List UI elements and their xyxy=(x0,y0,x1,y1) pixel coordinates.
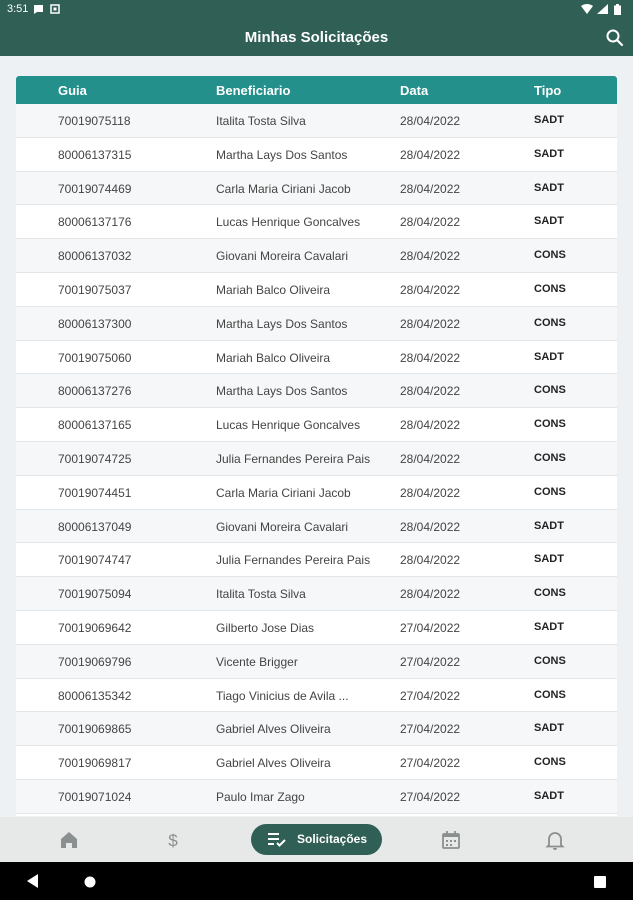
table-row[interactable] xyxy=(16,104,617,138)
cell-tipo: CONS xyxy=(534,316,566,329)
cell-tipo: SADT xyxy=(534,350,564,363)
cell-tipo: SADT xyxy=(534,722,564,735)
cell-tipo: SADT xyxy=(534,181,564,194)
table-body xyxy=(16,104,617,814)
cell-beneficiario: Julia Fernandes Pereira Pais xyxy=(216,451,371,466)
header-beneficiario: Beneficiario xyxy=(216,83,291,98)
requests-table xyxy=(16,76,617,816)
recents-icon[interactable] xyxy=(594,875,606,893)
cell-data: 28/04/2022 xyxy=(400,553,461,568)
table-row[interactable] xyxy=(16,307,617,341)
table-row[interactable] xyxy=(16,476,617,510)
cell-tipo: CONS xyxy=(534,756,566,769)
requests-icon xyxy=(267,831,287,849)
cell-data: 28/04/2022 xyxy=(400,114,461,128)
nav-requests-label: Solicitações xyxy=(297,832,368,846)
cell-data: 28/04/2022 xyxy=(400,485,461,500)
cell-beneficiario: Italita Tosta Silva xyxy=(216,587,306,602)
cell-data: 28/04/2022 xyxy=(400,519,461,534)
battery-icon xyxy=(614,4,621,18)
cell-tipo: CONS xyxy=(534,654,566,667)
cell-beneficiario: Gabriel Alves Oliveira xyxy=(216,756,331,771)
svg-text:$: $ xyxy=(168,831,178,850)
table-row[interactable] xyxy=(16,543,617,577)
cell-data: 28/04/2022 xyxy=(400,350,461,365)
cell-guia: 70019075060 xyxy=(58,350,132,365)
table-row[interactable] xyxy=(16,442,617,476)
status-time: 3:51 xyxy=(7,3,29,15)
cell-guia: 80006137032 xyxy=(58,249,132,264)
cell-beneficiario: Mariah Balco Oliveira xyxy=(216,282,331,297)
cell-beneficiario: Gilberto Jose Dias xyxy=(216,620,315,635)
cell-beneficiario: Lucas Henrique Goncalves xyxy=(216,418,361,433)
cell-beneficiario: Julia Fernandes Pereira Pais xyxy=(216,553,371,568)
cell-data: 28/04/2022 xyxy=(400,282,461,297)
nav-requests-button[interactable] xyxy=(251,824,382,855)
home-icon[interactable] xyxy=(57,828,81,852)
wifi-icon xyxy=(581,4,593,17)
table-row[interactable] xyxy=(16,239,617,273)
cell-data: 28/04/2022 xyxy=(400,587,461,602)
cell-data: 27/04/2022 xyxy=(400,789,461,804)
cell-data: 28/04/2022 xyxy=(400,215,461,230)
home-button-icon[interactable] xyxy=(84,875,96,893)
cell-data: 27/04/2022 xyxy=(400,722,461,737)
table-row[interactable] xyxy=(16,611,617,645)
cell-tipo: CONS xyxy=(534,485,566,498)
cell-beneficiario: Vicente Brigger xyxy=(216,654,298,669)
table-row[interactable] xyxy=(16,273,617,307)
cell-beneficiario: Italita Tosta Silva xyxy=(216,114,306,128)
cell-data: 28/04/2022 xyxy=(400,181,461,196)
cell-data: 28/04/2022 xyxy=(400,249,461,264)
cell-guia: 70019075118 xyxy=(58,114,131,128)
cell-tipo: CONS xyxy=(534,688,566,701)
cell-guia: 70019071024 xyxy=(58,789,132,804)
cell-guia: 70019074451 xyxy=(58,485,132,500)
cell-beneficiario: Carla Maria Ciriani Jacob xyxy=(216,485,351,500)
cell-tipo: SADT xyxy=(534,519,564,532)
cell-data: 27/04/2022 xyxy=(400,654,461,669)
cell-beneficiario: Martha Lays Dos Santos xyxy=(216,316,348,331)
cell-tipo: SADT xyxy=(534,147,564,160)
signal-icon xyxy=(597,4,608,17)
chat-icon xyxy=(33,4,44,18)
table-row[interactable] xyxy=(16,374,617,408)
cell-beneficiario: Carla Maria Ciriani Jacob xyxy=(216,181,351,196)
cell-beneficiario: Martha Lays Dos Santos xyxy=(216,384,348,399)
table-row[interactable] xyxy=(16,408,617,442)
cell-guia: 70019075037 xyxy=(58,282,132,297)
table-row[interactable] xyxy=(16,645,617,679)
table-header xyxy=(16,76,617,104)
cell-data: 28/04/2022 xyxy=(400,316,461,331)
cell-tipo: SADT xyxy=(534,114,564,126)
calendar-icon[interactable] xyxy=(439,828,463,852)
cell-data: 28/04/2022 xyxy=(400,384,461,399)
cell-guia: 80006137165 xyxy=(58,418,132,433)
cell-data: 28/04/2022 xyxy=(400,451,461,466)
system-nav-bar xyxy=(0,862,633,900)
table-row[interactable] xyxy=(16,679,617,713)
bell-icon[interactable] xyxy=(543,828,567,852)
cell-guia: 80006137176 xyxy=(58,215,132,230)
table-row[interactable] xyxy=(16,341,617,375)
bottom-nav xyxy=(0,817,633,862)
table-row[interactable] xyxy=(16,205,617,239)
cell-guia: 70019069817 xyxy=(58,756,132,771)
table-row[interactable] xyxy=(16,780,617,814)
cell-tipo: SADT xyxy=(534,789,564,802)
table-row[interactable] xyxy=(16,712,617,746)
cell-guia: 70019069642 xyxy=(58,620,132,635)
cell-guia: 80006135342 xyxy=(58,688,132,703)
cell-tipo: CONS xyxy=(534,418,566,431)
cell-beneficiario: Giovani Moreira Cavalari xyxy=(216,519,349,534)
cell-tipo: CONS xyxy=(534,451,566,464)
cell-guia: 80006137315 xyxy=(58,147,132,162)
header-tipo: Tipo xyxy=(534,83,562,98)
cell-beneficiario: Tiago Vinicius de Avila ... xyxy=(216,688,349,703)
cell-data: 27/04/2022 xyxy=(400,756,461,771)
cell-beneficiario: Lucas Henrique Goncalves xyxy=(216,215,361,230)
cell-tipo: SADT xyxy=(534,553,564,566)
cell-guia: 70019075094 xyxy=(58,587,132,602)
cell-tipo: CONS xyxy=(534,282,566,295)
table-row[interactable] xyxy=(16,138,617,172)
cell-tipo: CONS xyxy=(534,587,566,600)
cell-guia: 70019069865 xyxy=(58,722,132,737)
cell-guia: 80006137049 xyxy=(58,519,132,534)
cell-data: 28/04/2022 xyxy=(400,147,461,162)
cell-tipo: SADT xyxy=(534,620,564,633)
search-icon[interactable] xyxy=(605,28,625,48)
dollar-icon[interactable] xyxy=(161,828,185,852)
cell-data: 28/04/2022 xyxy=(400,418,461,433)
header-data: Data xyxy=(400,83,429,98)
cell-guia: 70019074725 xyxy=(58,451,132,466)
table-row[interactable] xyxy=(16,510,617,544)
table-row[interactable] xyxy=(16,746,617,780)
cell-beneficiario: Martha Lays Dos Santos xyxy=(216,147,348,162)
cell-guia: 80006137276 xyxy=(58,384,132,399)
cell-tipo: CONS xyxy=(534,249,566,262)
cell-guia: 70019069796 xyxy=(58,654,132,669)
cell-beneficiario: Gabriel Alves Oliveira xyxy=(216,722,331,737)
cell-data: 27/04/2022 xyxy=(400,688,461,703)
cell-tipo: SADT xyxy=(534,215,564,228)
cell-beneficiario: Giovani Moreira Cavalari xyxy=(216,249,349,264)
cell-guia: 70019074469 xyxy=(58,181,132,196)
cell-data: 27/04/2022 xyxy=(400,620,461,635)
cell-guia: 70019074747 xyxy=(58,553,132,568)
notification-icon xyxy=(50,4,60,17)
cell-beneficiario: Mariah Balco Oliveira xyxy=(216,350,331,365)
cell-tipo: CONS xyxy=(534,384,566,397)
cell-guia: 80006137300 xyxy=(58,316,132,331)
cell-beneficiario: Paulo Imar Zago xyxy=(216,789,305,804)
page-title: Minhas Solicitações xyxy=(244,29,389,46)
table-row[interactable] xyxy=(16,172,617,206)
app-bar xyxy=(0,20,633,56)
status-bar xyxy=(0,0,633,20)
header-guia: Guia xyxy=(58,83,87,98)
table-row[interactable] xyxy=(16,577,617,611)
back-icon[interactable] xyxy=(27,874,39,893)
